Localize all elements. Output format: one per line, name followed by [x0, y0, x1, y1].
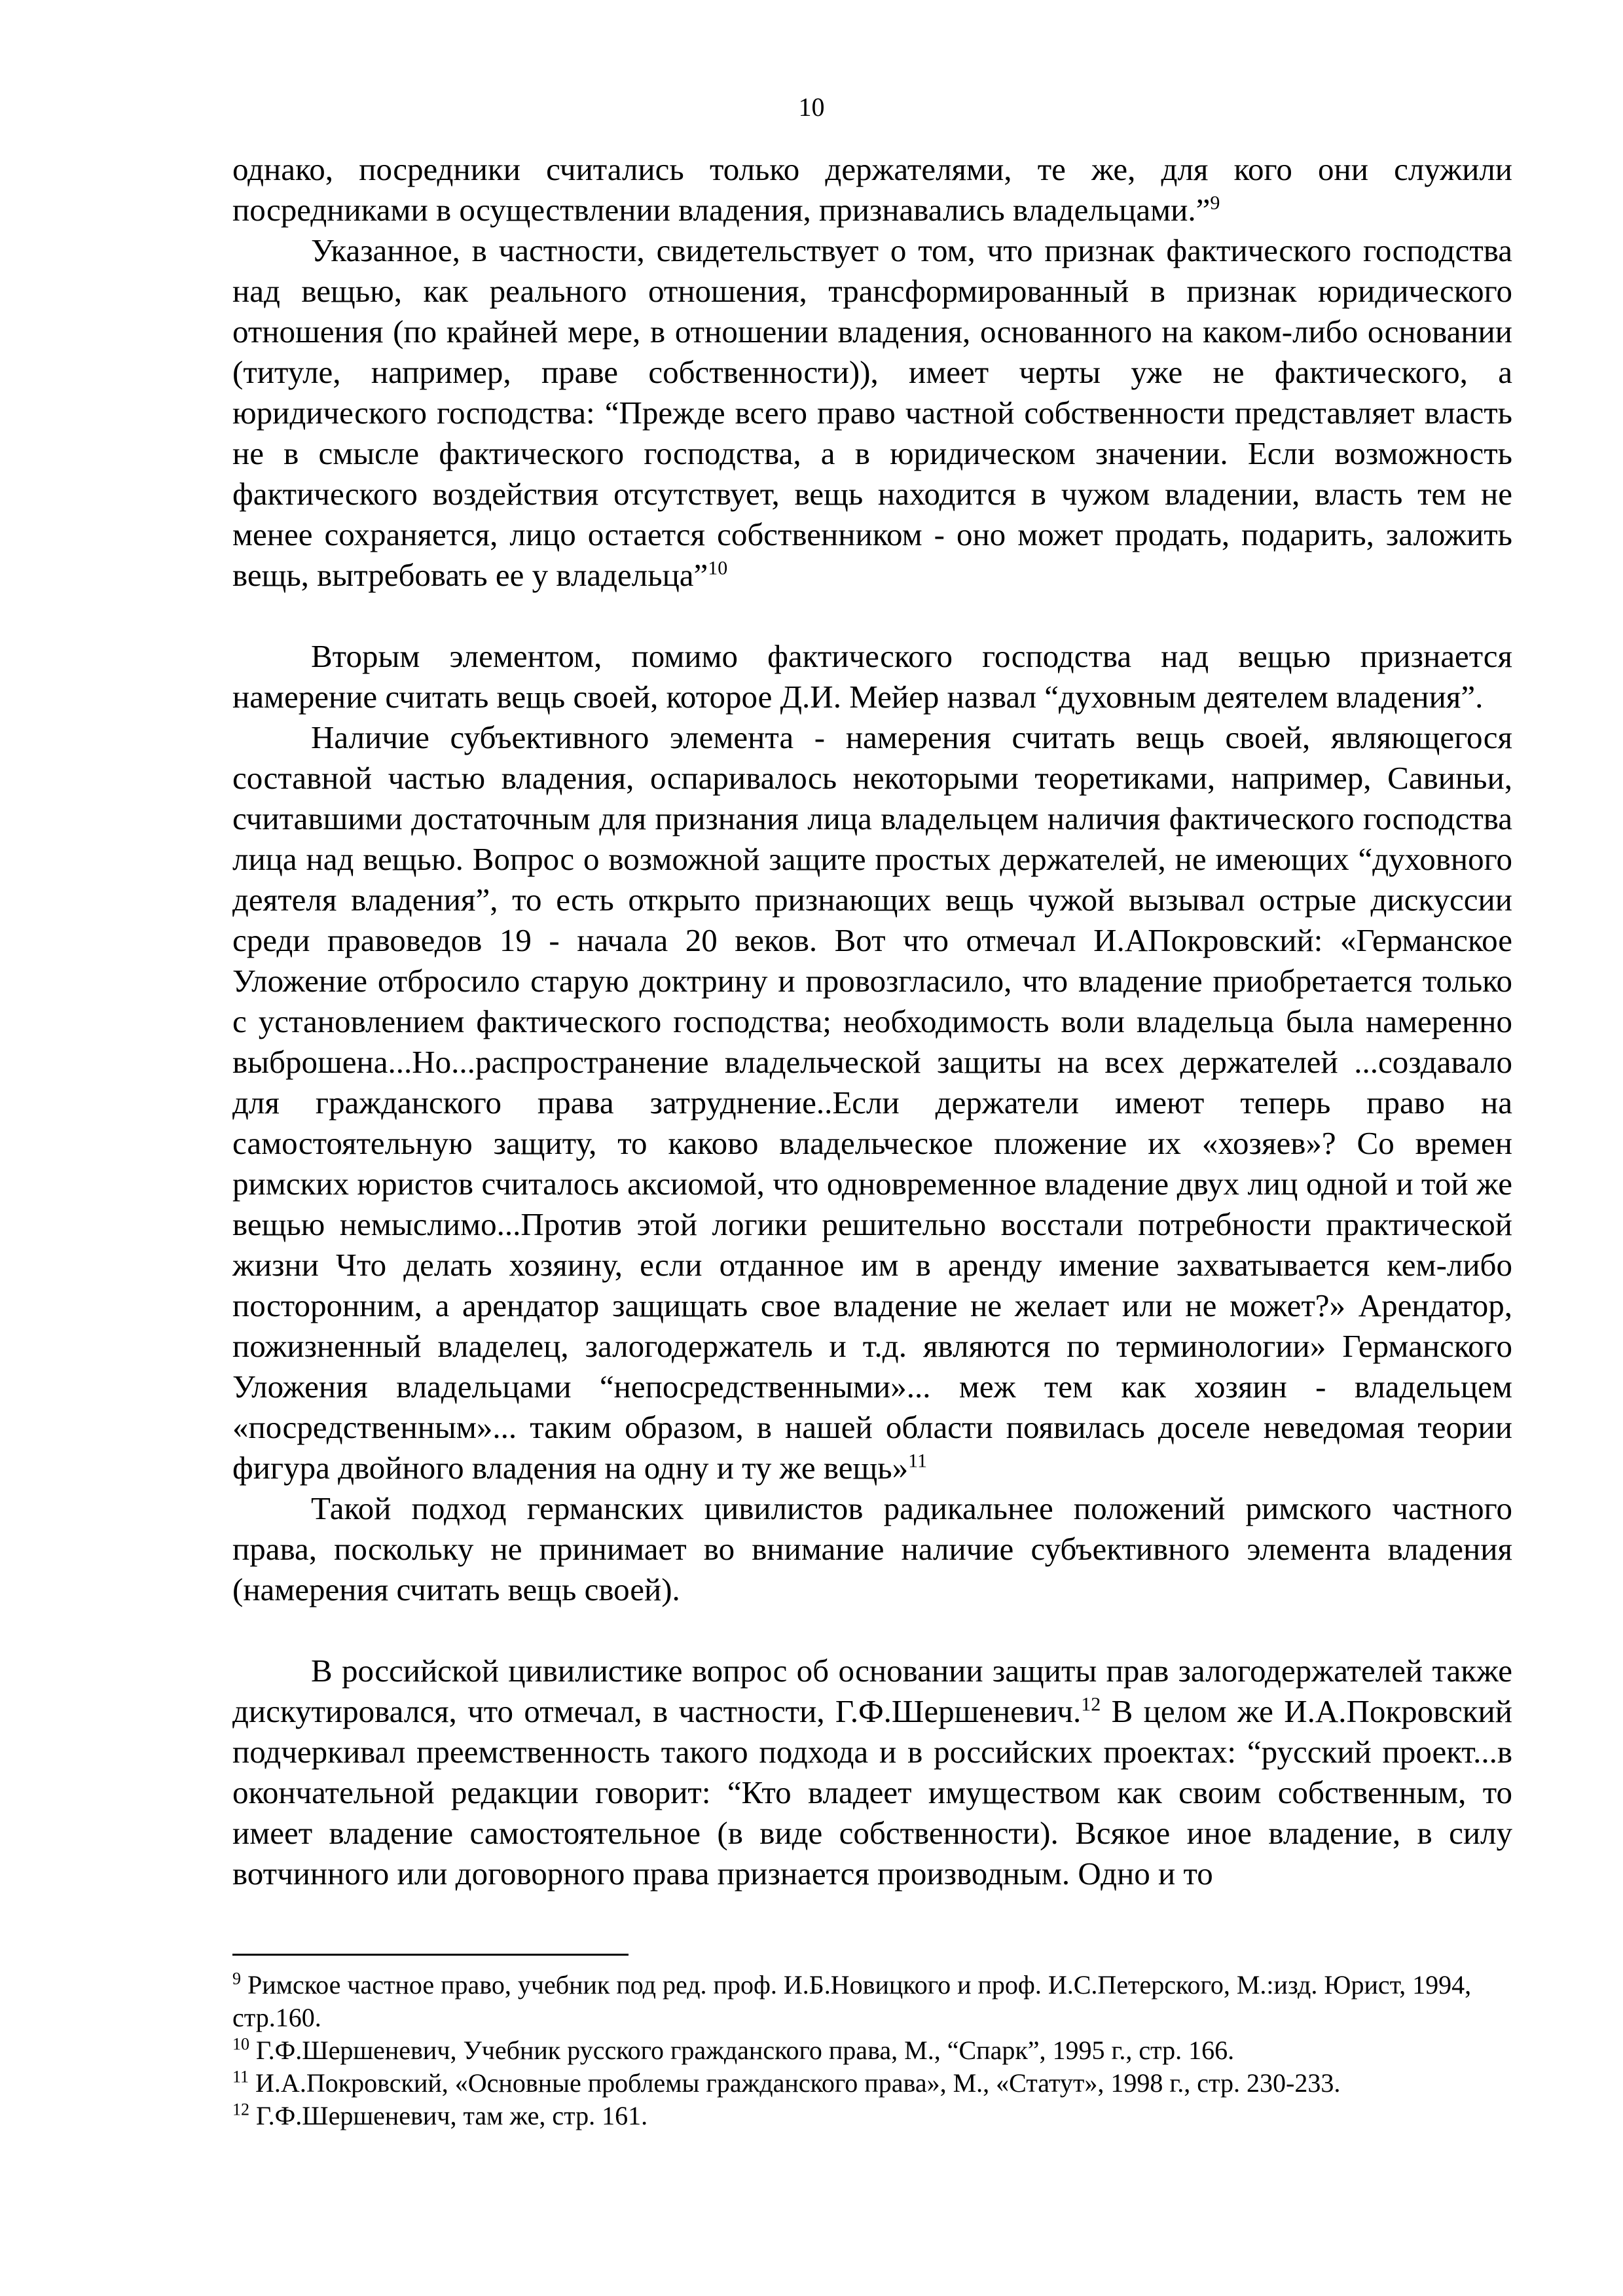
paragraph-3	[232, 636, 1512, 717]
paragraph-5	[232, 1488, 1512, 1610]
footnote-text: Г.Ф.Шершеневич, Учебник русского гражданского права, М., “Спарк”, 1995 г., стр. 166.	[256, 2036, 1235, 2065]
paragraph-text: Такой подход германских цивилистов радикальнее положений римского частного права, поскольку не принимает во внимание наличие субъективного элемента владения (намерения считать вещь своей).	[232, 1490, 1512, 1607]
paragraph-4	[232, 717, 1512, 1488]
footnote-10	[232, 2034, 1512, 2067]
paragraph-text: однако, посредники считались только держателями, те же, для кого они служили посредниками в осуществлении владения, признавались владельцами.”	[232, 151, 1512, 228]
body-text	[232, 149, 1512, 1894]
page-number: 10	[798, 92, 825, 122]
footnote-text: И.А.Покровский, «Основные проблемы гражданского права», М., «Статут», 1998 г., стр. 230-233.	[255, 2068, 1341, 2098]
footnote-ref-11: 11	[908, 1450, 927, 1472]
footnote-number: 10	[232, 2034, 249, 2054]
footnote-separator	[232, 1954, 629, 1956]
footnote-12	[232, 2100, 1512, 2132]
footnote-number: 12	[232, 2100, 249, 2119]
paragraph-2	[232, 230, 1512, 596]
paragraph-text: Указанное, в частности, свидетельствует о том, что признак фактического господства над вещью, как реального отношения, трансформированный в признак юридического отношения (по крайней мере, в отношении владения, основанного на каком-либо основании (титуле, например, праве собственности)), имеет черты уже не фактического, а юридического господства: “Прежде всего право частной собственности представляет власть не в смысле фактического господства, а в юридическом значении. Если возможность фактического воздействия отсутствует, вещь находится в чужом владении, власть тем не менее сохраняется, лицо остается собственником - оно может продать, подарить, заложить вещь, вытребовать ее у владельца”	[232, 232, 1512, 593]
footnote-ref-9: 9	[1210, 192, 1220, 214]
footnote-9	[232, 1969, 1512, 2034]
paragraph-1	[232, 149, 1512, 230]
paragraph-text: Наличие субъективного элемента - намерения считать вещь своей, являющегося составной частью владения, оспаривалось некоторыми теоретиками, например, Савиньи, считавшими достаточным для признания лица владельцем наличия фактического господства лица над вещью. Вопрос о возможной защите простых держателей, не имеющих “духовного деятеля владения”, то есть открыто признающих вещь чужой вызывал острые дискуссии среди правоведов 19 - начала 20 веков. Вот что отмечал И.АПокровский: «Германское Уложение отбросило старую доктрину и провозгласило, что владение приобретается только с установлением фактического господства; необходимость воли владельца была намеренно выброшена...Но...распространение владельческой защиты на всех держателей ...создавало для гражданского права затруднение..Если держатели имеют теперь право на самостоятельную защиту, то каково владельческое пложение их «хозяев»? Со времен римских юристов считалось аксиомой, что одновременное владение двух лиц одной и той же вещью немыслимо...Против этой логики решительно восстали потребности практической жизни Что делать хозяину, если отданное им в аренду имение захватывается кем-либо посторонним, а арендатор защищать свое владение не желает или не может?» Арендатор, пожизненный владелец, залогодержатель и т.д. являются по терминологии» Германского Уложения владельцами “непосредственными»... меж тем как хозяин - владельцем «посредственным»... таким образом, в нашей области появилась доселе неведомая теории фигура двойного владения на одну и ту же вещь»	[232, 719, 1512, 1486]
paragraph-text: В российской цивилистике вопрос об основании защиты прав залогодержателей также дискутировался, что отмечал, в частности, Г.Ф.Шершеневич.	[232, 1653, 1512, 1729]
footnote-text: Римское частное право, учебник под ред. проф. И.Б.Новицкого и проф. И.С.Петерского, М.:изд. Юрист, 1994, стр.160.	[232, 1970, 1472, 2032]
footnote-number: 9	[232, 1969, 241, 1988]
paragraph-6	[232, 1651, 1512, 1894]
paragraph-text: Вторым элементом, помимо фактического господства над вещью признается намерение считать вещь своей, которое Д.И. Мейер назвал “духовным деятелем владения”.	[232, 638, 1512, 715]
footnotes	[232, 1969, 1512, 2132]
paragraph-text: В целом же И.А.Покровский подчеркивал преемственность такого подхода и в российских проектах: “русский проект...в окончательной редакции говорит: “Кто владеет имуществом как своим собственным, то имеет владение самостоятельное (в виде собственности). Всякое иное владение, в силу вотчинного или договорного права признается производным. Одно и то	[232, 1693, 1513, 1892]
footnote-ref-10: 10	[708, 557, 728, 579]
footnote-number: 11	[232, 2067, 249, 2087]
footnote-ref-12: 12	[1081, 1693, 1101, 1715]
footnote-11	[232, 2067, 1512, 2100]
footnote-text: Г.Ф.Шершеневич, там же, стр. 161.	[256, 2101, 648, 2130]
